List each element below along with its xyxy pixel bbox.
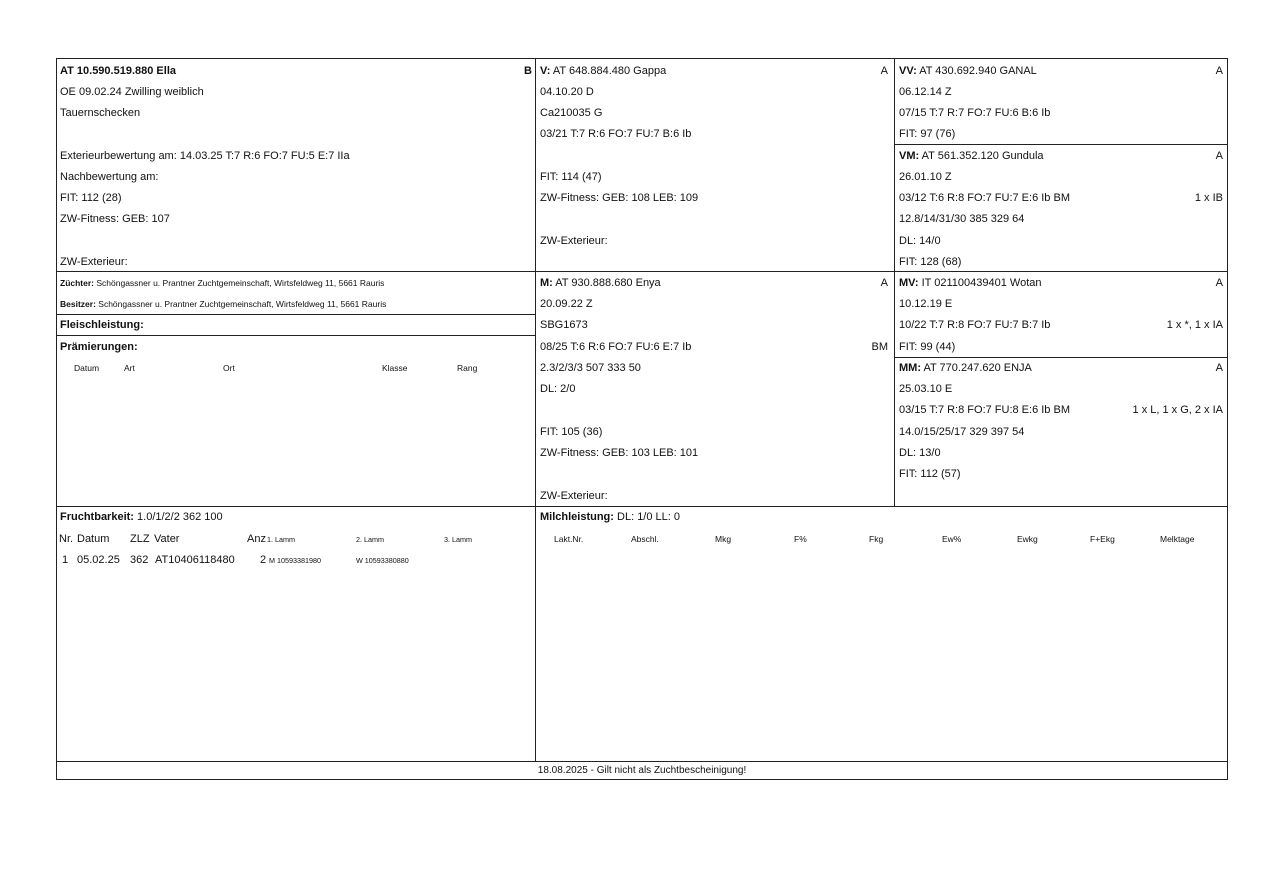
divider-mv-mm — [894, 357, 1227, 358]
footer-note: 18.08.2025 - Gilt nicht als Zuchtbescheinigung! — [537, 765, 747, 776]
awards-col-datum: Datum — [74, 363, 100, 373]
fertility-col-lamm3: 3. Lamm — [444, 535, 472, 544]
fertility-row-anz: 2 — [260, 554, 267, 566]
awards-label: Prämierungen: — [60, 341, 138, 353]
milk-col-melktage: Melktage — [1160, 534, 1195, 544]
animal-zw-fitness: ZW-Fitness: GEB: 107 — [60, 213, 170, 225]
fertility-label: Fruchtbarkeit: — [60, 511, 134, 523]
animal-zw-exterieur: ZW-Exterieur: — [60, 256, 128, 268]
mother-id-name: AT 930.888.680 Enya — [555, 277, 661, 289]
vv-fit: FIT: 97 (76) — [899, 128, 956, 140]
mm-prefix: MM: — [899, 362, 921, 374]
mm-grade: A — [1215, 362, 1223, 374]
mv-id-line — [899, 276, 1042, 290]
mother-birth: 20.09.22 Z — [540, 298, 593, 310]
mother-fit: FIT: 105 (36) — [540, 426, 603, 438]
animal-grade: B — [524, 65, 532, 77]
mv-fit: FIT: 99 (44) — [899, 341, 956, 353]
father-fit: FIT: 114 (47) — [540, 171, 602, 183]
breeder-label: Züchter: — [60, 278, 94, 288]
vv-id-name: AT 430.692.940 GANAL — [919, 65, 1037, 77]
divider-meat — [57, 335, 535, 336]
owner-value: Schöngassner u. Prantner Zuchtgemeinschaft, Wirtsfeldweg 11, 5661 Rauris — [98, 299, 387, 309]
fertility-row-nr: 1 — [62, 554, 69, 566]
animal-birth: OE 09.02.24 Zwilling weiblich — [60, 86, 204, 98]
mm-fit: FIT: 112 (57) — [899, 468, 961, 480]
vm-lactation: 12.8/14/31/30 385 329 64 — [899, 213, 1025, 225]
awards-col-klasse: Klasse — [382, 363, 408, 373]
mother-exterior: 08/25 T:6 R:6 FO:7 FU:6 E:7 Ib — [540, 341, 692, 353]
fertility-line — [60, 510, 223, 524]
milk-col-mkg: Mkg — [715, 534, 732, 544]
vv-exterior: 07/15 T:7 R:7 FO:7 FU:6 B:6 Ib — [899, 107, 1051, 119]
vm-id-name: AT 561.352.120 Gundula — [921, 150, 1044, 162]
fertility-col-vater: Vater — [154, 533, 180, 545]
mother-prefix: M: — [540, 277, 553, 289]
animal-id-name: AT 10.590.519.880 Ella — [60, 65, 176, 77]
father-prefix: V: — [540, 65, 551, 77]
fertility-row — [59, 553, 529, 567]
fertility-col-anz: Anz — [247, 533, 266, 545]
awards-col-rang: Rang — [457, 363, 478, 373]
mv-prefix: MV: — [899, 277, 919, 289]
mv-exterior: 10/22 T:7 R:8 FO:7 FU:7 B:7 Ib — [899, 319, 1051, 331]
mm-dl: DL: 13/0 — [899, 447, 941, 459]
owner-line — [60, 297, 386, 311]
father-birth: 04.10.20 D — [540, 86, 594, 98]
father-zw-exterieur: ZW-Exterieur: — [540, 235, 608, 247]
vm-awards: 1 x IB — [1194, 192, 1223, 204]
fertility-header — [59, 532, 529, 546]
mm-id-name: AT 770.247.620 ENJA — [923, 362, 1032, 374]
milk-value: DL: 1/0 LL: 0 — [617, 511, 681, 523]
mother-exterior-tag: BM — [871, 341, 888, 353]
animal-fit: FIT: 112 (28) — [60, 192, 122, 204]
breeder-value: Schöngassner u. Prantner Zuchtgemeinschaft, Wirtsfeldweg 11, 5661 Rauris — [96, 278, 385, 288]
milk-line — [540, 510, 680, 524]
fertility-col-datum: Datum — [77, 533, 110, 545]
divider-row1 — [57, 271, 1227, 272]
animal-exterior: Exterieurbewertung am: 14.03.25 T:7 R:6 FO:7 FU:5 E:7 IIa — [60, 150, 350, 162]
vv-prefix: VV: — [899, 65, 917, 77]
divider-row2 — [57, 506, 1227, 507]
mv-birth: 10.12.19 E — [899, 298, 953, 310]
meat-label: Fleischleistung: — [60, 319, 144, 331]
mm-birth: 25.03.10 E — [899, 383, 953, 395]
fertility-row-lamm1: M 10593381980 — [269, 556, 321, 565]
father-exterior: 03/21 T:7 R:6 FO:7 FU:7 B:6 Ib — [540, 128, 692, 140]
fertility-row-lamm2: W 10593380880 — [356, 556, 409, 565]
awards-col-art: Art — [124, 363, 135, 373]
milk-col-ewpct: Ew% — [942, 534, 962, 544]
divider-vv-vm — [894, 144, 1227, 145]
vm-fit: FIT: 128 (68) — [899, 256, 962, 268]
vm-grade: A — [1215, 150, 1223, 162]
fertility-value: 1.0/1/2/2 362 100 — [137, 511, 223, 523]
breeder-line — [60, 276, 384, 290]
milk-label: Milchleistung: — [540, 511, 614, 523]
milk-col-laktnr: Lakt.Nr. — [554, 534, 584, 544]
divider-col2 — [894, 59, 895, 506]
vm-birth: 26.01.10 Z — [899, 171, 952, 183]
mother-zw-fitness: ZW-Fitness: GEB: 103 LEB: 101 — [540, 447, 699, 459]
vm-prefix: VM: — [899, 150, 920, 162]
vm-dl: DL: 14/0 — [899, 235, 941, 247]
awards-col-ort: Ort — [223, 363, 235, 373]
mm-id-line — [899, 361, 1032, 375]
father-id-name: AT 648.884.480 Gappa — [552, 65, 667, 77]
vm-id-line — [899, 149, 1044, 163]
fertility-row-datum: 05.02.25 — [77, 554, 120, 566]
mm-awards: 1 x L, 1 x G, 2 x IA — [1132, 404, 1223, 416]
milk-col-abschl: Abschl. — [631, 534, 659, 544]
vv-grade: A — [1215, 65, 1223, 77]
mv-id-name: IT 021100439401 Wotan — [921, 277, 1042, 289]
mm-lactation: 14.0/15/25/17 329 397 54 — [899, 426, 1025, 438]
mother-code: SBG1673 — [540, 319, 588, 331]
mother-id-line — [540, 276, 661, 290]
divider-footer — [57, 761, 1227, 762]
divider-owner — [57, 314, 535, 315]
fertility-row-zlz: 362 — [130, 554, 149, 566]
owner-label: Besitzer: — [60, 299, 96, 309]
father-grade: A — [880, 65, 888, 77]
milk-col-fkg: Fkg — [869, 534, 884, 544]
mv-awards: 1 x *, 1 x IA — [1166, 319, 1223, 331]
fertility-col-zlz: ZLZ — [130, 533, 150, 545]
fertility-col-nr: Nr. — [59, 533, 74, 545]
father-zw-fitness: ZW-Fitness: GEB: 108 LEB: 109 — [540, 192, 699, 204]
mother-dl: DL: 2/0 — [540, 383, 576, 395]
milk-col-ewkg: Ewkg — [1017, 534, 1038, 544]
milk-col-fpct: F% — [794, 534, 807, 544]
animal-reeval: Nachbewertung am: — [60, 171, 159, 183]
fertility-col-lamm2: 2. Lamm — [356, 535, 384, 544]
animal-breed: Tauernschecken — [60, 107, 141, 119]
milk-col-fekg: F+Ekg — [1090, 534, 1115, 544]
mother-lactation: 2.3/2/3/3 507 333 50 — [540, 362, 641, 374]
vv-id-line — [899, 64, 1037, 78]
fertility-col-lamm1: 1. Lamm — [267, 535, 295, 544]
father-id-line — [540, 64, 666, 78]
mm-exterior: 03/15 T:7 R:8 FO:7 FU:8 E:6 Ib BM — [899, 404, 1070, 416]
mother-grade: A — [880, 277, 888, 289]
vm-exterior: 03/12 T:6 R:8 FO:7 FU:7 E:6 Ib BM — [899, 192, 1070, 204]
mv-grade: A — [1215, 277, 1223, 289]
mother-zw-exterieur: ZW-Exterieur: — [540, 490, 608, 502]
pedigree-sheet — [56, 58, 1228, 780]
vv-birth: 06.12.14 Z — [899, 86, 952, 98]
fertility-row-vater: AT10406118480 — [155, 554, 235, 566]
father-code: Ca210035 G — [540, 107, 603, 119]
divider-col1 — [535, 59, 536, 761]
